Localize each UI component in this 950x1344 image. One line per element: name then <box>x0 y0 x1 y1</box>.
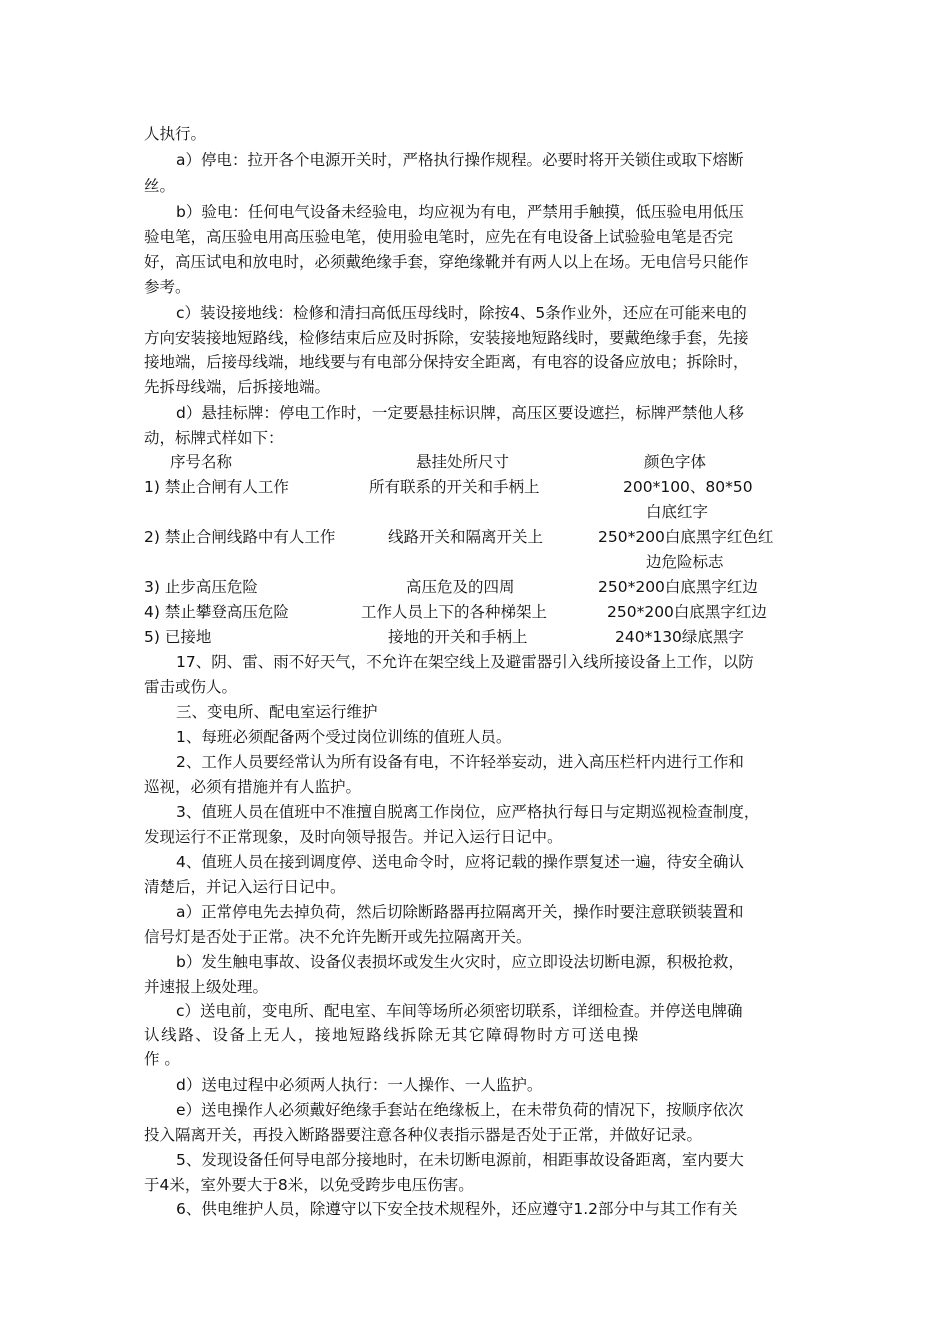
text-line: 丝。 <box>144 177 176 195</box>
table-header: 悬挂处所尺寸 <box>416 453 510 471</box>
text-line: c）装设接地线：检修和清扫高低压母线时，除按4、5条作业外，还应在可能来电的 <box>176 304 747 322</box>
table-cell: 工作人员上下的各种梯架上 <box>361 603 548 621</box>
table-cell: 所有联系的开关和手柄上 <box>369 478 540 496</box>
table-cell: 250*200白底黑字红边 <box>598 578 758 596</box>
text-line: 方向安装接地短路线，检修结束后应及时拆除，安装接地短路线时，要戴绝缘手套，先接 <box>144 329 749 347</box>
text-line: 1、每班必须配备两个受过岗位训练的值班人员。 <box>176 728 512 746</box>
text-line: 5、发现设备任何导电部分接地时，在未切断电源前，相距事故设备距离，室内要大 <box>176 1151 744 1169</box>
text-line: 3、值班人员在值班中不准擅自脱离工作岗位，应严格执行每日与定期巡视检查制度， <box>176 803 760 821</box>
text-line: 信号灯是否处于正常。决不允许先断开或先拉隔离开关。 <box>144 928 532 946</box>
text-line: a）停电：拉开各个电源开关时，严格执行操作规程。必要时将开关锁住或取下熔断 <box>176 151 744 169</box>
text-line: e）送电操作人必须戴好绝缘手套站在绝缘板上，在未带负荷的情况下，按顺序依次 <box>176 1101 744 1119</box>
text-line: c）送电前，变电所、配电室、车间等场所必须密切联系，详细检查。并停送电牌确 <box>176 1002 743 1020</box>
text-line: 参考。 <box>144 278 191 296</box>
table-cell: 5) 已接地 <box>144 628 212 646</box>
text-line: 好，高压试电和放电时，必须戴绝缘手套，穿绝缘靴并有两人以上在场。无电信号只能作 <box>144 253 749 271</box>
text-line: 先拆母线端，后拆接地端。 <box>144 378 331 396</box>
text-line: 接地端，后接母线端，地线要与有电部分保持安全距离，有电容的设备应放电；拆除时， <box>144 353 749 371</box>
section-heading: 三、变电所、配电室运行维护 <box>176 703 378 721</box>
table-cell: 白底红字 <box>646 503 709 521</box>
text-line: d）送电过程中必须两人执行：一人操作、一人监护。 <box>176 1076 543 1094</box>
text-line: 验电笔，高压验电用高压验电笔，使用验电笔时，应先在有电设备上试验验电笔是否完 <box>144 228 734 246</box>
text-line: 动，标牌式样如下： <box>144 429 284 447</box>
text-line: 发现运行不正常现象，及时向领导报告。并记入运行日记中。 <box>144 828 563 846</box>
text-line: a）正常停电先去掉负荷，然后切除断路器再拉隔离开关，操作时要注意联锁装置和 <box>176 903 744 921</box>
table-cell: 2) 禁止合闸线路中有人工作 <box>144 528 336 546</box>
table-cell: 边危险标志 <box>646 553 724 571</box>
table-header: 颜色字体 <box>644 453 707 471</box>
text-line: 认线路、设备上无人，接地短路线拆除无其它障碍物时方可送电操 <box>144 1026 640 1044</box>
table-cell: 250*200白底黑字红边 <box>607 603 767 621</box>
text-line: b）发生触电事故、设备仪表损坏或发生火灾时，应立即设法切断电源，积极抢救， <box>176 953 744 971</box>
table-cell: 4) 禁止攀登高压危险 <box>144 603 289 621</box>
text-line: 2、工作人员要经常认为所有设备有电，不许轻举妄动，进入高压栏杆内进行工作和 <box>176 753 744 771</box>
text-line: 6、供电维护人员，除遵守以下安全技术规程外，还应遵守1.2部分中与其工作有关 <box>176 1200 738 1218</box>
text-line: 巡视，必须有措施并有人监护。 <box>144 778 362 796</box>
table-cell: 1) 禁止合闸有人工作 <box>144 478 289 496</box>
text-line: d）悬挂标牌：停电工作时，一定要悬挂标识牌，高压区要设遮拦，标牌严禁他人移 <box>176 404 744 422</box>
text-line: 清楚后，并记入运行日记中。 <box>144 878 346 896</box>
text-line: 人执行。 <box>144 125 207 143</box>
text-line: 雷击或伤人。 <box>144 678 238 696</box>
table-cell: 240*130绿底黑字 <box>615 628 744 646</box>
text-line: 作 。 <box>144 1050 180 1068</box>
table-cell: 接地的开关和手柄上 <box>388 628 528 646</box>
text-line: 4、值班人员在接到调度停、送电命令时，应将记载的操作票复述一遍，待安全确认 <box>176 853 744 871</box>
table-cell: 线路开关和隔离开关上 <box>388 528 544 546</box>
text-line: 17、阴、雷、雨不好天气，不允许在架空线上及避雷器引入线所接设备上工作，以防 <box>176 653 754 671</box>
table-cell: 250*200白底黑字红色红 <box>598 528 774 546</box>
table-header: 序号名称 <box>170 453 233 471</box>
text-line: 并速报上级处理。 <box>144 978 269 996</box>
text-line: 于4米，室外要大于8米，以免受跨步电压伤害。 <box>144 1176 474 1194</box>
table-cell: 3) 止步高压危险 <box>144 578 258 596</box>
table-cell: 高压危及的四周 <box>406 578 515 596</box>
text-line: 投入隔离开关，再投入断路器要注意各种仪表指示器是否处于正常，并做好记录。 <box>144 1126 703 1144</box>
table-cell: 200*100、80*50 <box>623 478 753 496</box>
text-line: b）验电：任何电气设备未经验电，均应视为有电，严禁用手触摸，低压验电用低压 <box>176 203 744 221</box>
